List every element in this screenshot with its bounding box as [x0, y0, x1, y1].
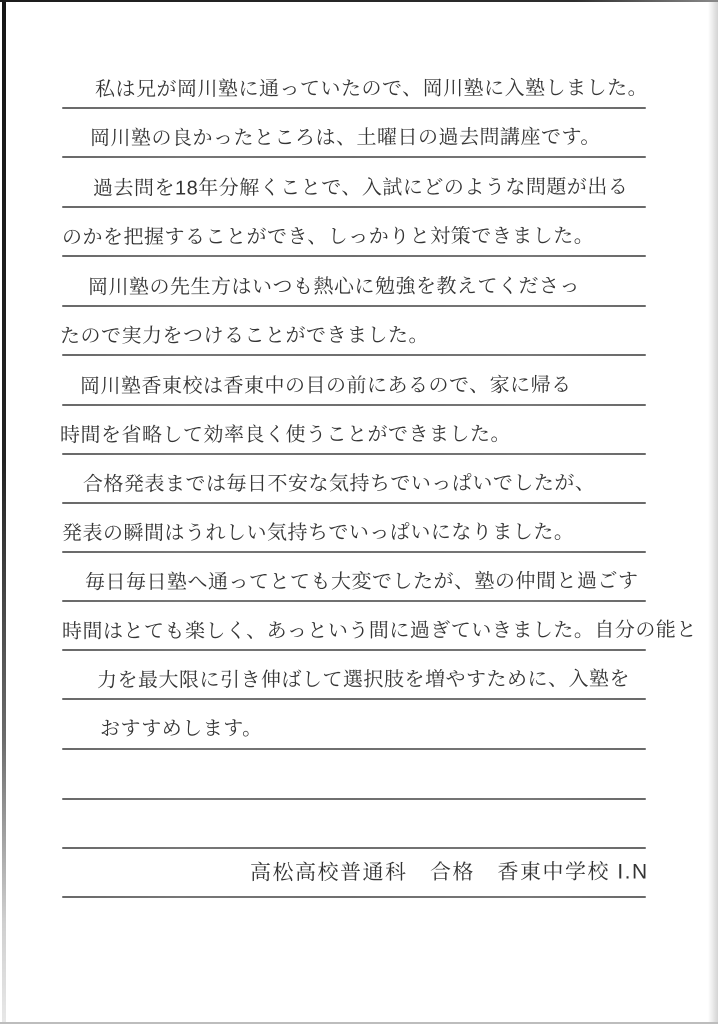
handwriting-line-2: 岡川塾の良かったところは、土曜日の過去問講座です。 [89, 126, 601, 150]
handwriting-line-7: 岡川塾香東校は香東中の目の前にあるので、家に帰る [79, 374, 572, 398]
ruled-line [62, 847, 646, 849]
ruled-line [62, 798, 646, 800]
signature-line: 高松高校普通科 合格 香東中学校 I.N [249, 860, 649, 885]
ruled-line [62, 156, 646, 158]
ruled-line [62, 305, 646, 307]
scan-edge-left [2, 0, 6, 1024]
handwriting-line-12: 時間はとても楽しく、あっという間に過ぎていきました。自分の能と [61, 619, 697, 643]
ruled-line [62, 255, 646, 257]
handwriting-line-13: 力を最大限に引き伸ばして選択肢を増やすために、入塾を [96, 668, 631, 692]
handwriting-line-9: 合格発表までは毎日不安な気持ちでいっぱいでしたが、 [82, 472, 596, 496]
ruled-line [62, 107, 646, 109]
handwriting-line-1: 私は兄が岡川塾に通っていたので、岡川塾に入塾しました。 [94, 77, 649, 101]
ruled-line [62, 206, 646, 208]
handwriting-line-14: おすすめします。 [99, 717, 263, 741]
ruled-line [62, 698, 646, 700]
handwriting-line-8: 時間を省略して効率良く使うことができました。 [59, 423, 512, 447]
ruled-line [62, 748, 646, 750]
ruled-line [62, 600, 646, 602]
ruled-line [62, 404, 646, 406]
scan-edge-top [0, 0, 718, 2]
ruled-line [62, 649, 646, 651]
ruled-line [62, 354, 646, 356]
handwriting-line-6: たので実力をつけることができました。 [59, 324, 430, 348]
ruled-line [62, 551, 646, 553]
ruled-line [62, 502, 646, 504]
handwriting-line-11: 毎日毎日塾へ通ってとても大変でしたが、塾の仲間と過ごす [84, 570, 639, 594]
ruled-line [62, 453, 646, 455]
handwriting-line-10: 発表の瞬間はうれしい気持ちでいっぱいになりました。 [61, 521, 575, 545]
ruled-line [62, 896, 646, 898]
handwriting-line-3: 過去問を18年分解くことで、入試にどのような問題が出る [92, 176, 629, 200]
scan-edge-right [708, 0, 718, 1024]
handwriting-line-5: 岡川塾の先生方はいつも熱心に勉強を教えてくださっ [87, 275, 581, 299]
handwriting-line-4: のかを把握することができ、しっかりと対策できました。 [61, 225, 595, 249]
